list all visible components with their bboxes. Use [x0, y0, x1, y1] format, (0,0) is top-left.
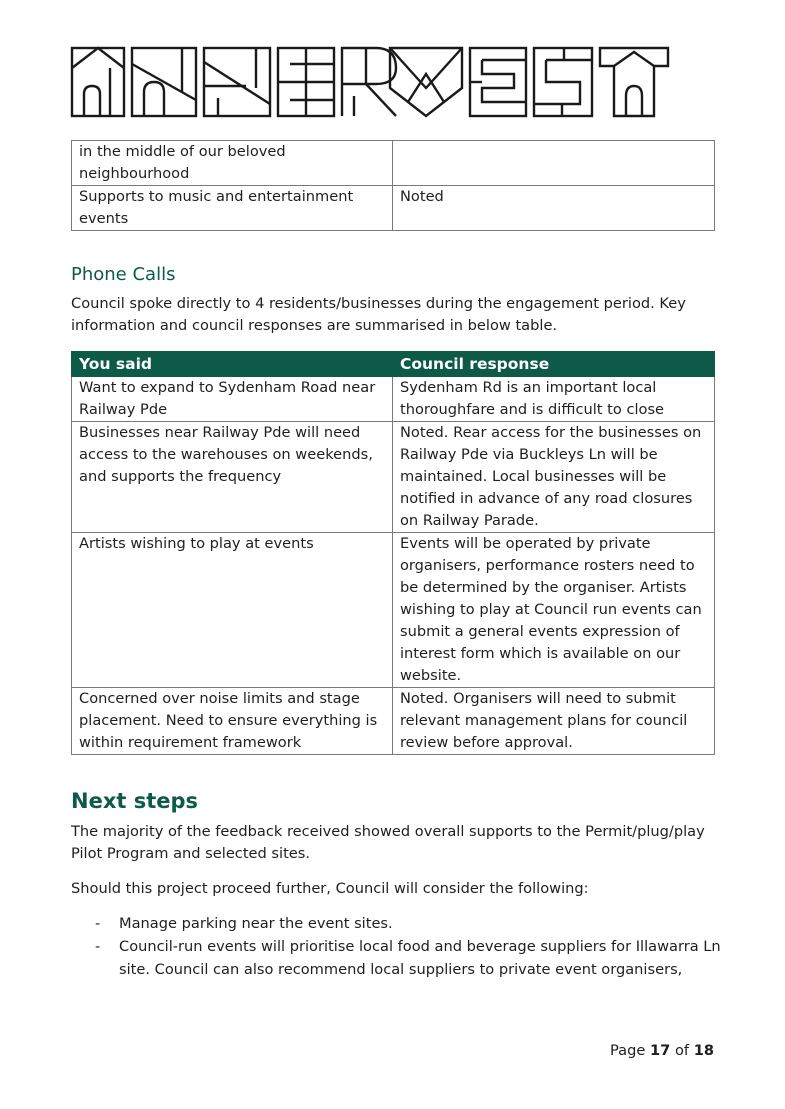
response-cell: Sydenham Rd is an important local thoroughfare and is difficult to close [393, 377, 715, 422]
header-you-said: You said [72, 352, 393, 377]
list-item [71, 935, 721, 981]
next-steps-para-1: The majority of the feedback received showed overall supports to the Permit/plug/play Pilot Program and selected sites. [71, 823, 705, 862]
next-steps-list [71, 912, 721, 981]
response-cell: Noted [393, 186, 715, 231]
said-cell: Supports to music and entertainment events [72, 186, 393, 231]
response-cell [393, 141, 715, 186]
header-council-response: Council response [393, 352, 715, 377]
page-total: 18 [693, 1042, 714, 1059]
list-item-text: Manage parking near the event sites. [119, 915, 393, 932]
said-cell: Businesses near Railway Pde will need access to the warehouses on weekends, and supports the frequency [72, 422, 393, 533]
table-row [72, 186, 715, 231]
response-cell: Noted. Rear access for the businesses on Railway Pde via Buckleys Ln will be maintained. Local businesses will be notified in advance of any road closures on Railway Parade. [393, 422, 715, 533]
phone-calls-heading: Phone Calls [71, 264, 176, 285]
table-row [72, 533, 715, 688]
page-label: Page [610, 1042, 646, 1059]
table-row [72, 377, 715, 422]
next-steps-heading: Next steps [71, 789, 199, 813]
table-row [72, 422, 715, 533]
next-steps-para-2: Should this project proceed further, Council will consider the following: [71, 880, 589, 897]
table-header-row [72, 352, 715, 377]
said-cell: in the middle of our beloved neighbourhood [72, 141, 393, 186]
phone-calls-intro: Council spoke directly to 4 residents/businesses during the engagement period. Key information and council responses are summarised in below table. [71, 295, 686, 334]
of-label: of [674, 1042, 690, 1059]
bullet-marker: - [95, 938, 101, 955]
table-row [72, 141, 715, 186]
response-cell: Noted. Organisers will need to submit relevant management plans for council review before approval. [393, 688, 715, 755]
said-cell: Concerned over noise limits and stage placement. Need to ensure everything is within requirement framework [72, 688, 393, 755]
list-item-text: Council-run events will prioritise local food and beverage suppliers for Illawarra Ln site. Council can also recommend local suppliers to private event organisers, [119, 938, 721, 978]
list-item [71, 912, 721, 935]
table-row [72, 688, 715, 755]
continued-table [71, 140, 715, 231]
page-current: 17 [650, 1042, 671, 1059]
phone-calls-table [71, 351, 715, 755]
said-cell: Want to expand to Sydenham Road near Railway Pde [72, 377, 393, 422]
said-cell: Artists wishing to play at events [72, 533, 393, 688]
inner-west-logo [70, 44, 670, 120]
bullet-marker: - [95, 915, 101, 932]
response-cell: Events will be operated by private organisers, performance rosters need to be determined by the organiser. Artists wishing to play at Council run events can submit a general events expression of interest form which is available on our website. [393, 533, 715, 688]
page-number [610, 1042, 714, 1059]
